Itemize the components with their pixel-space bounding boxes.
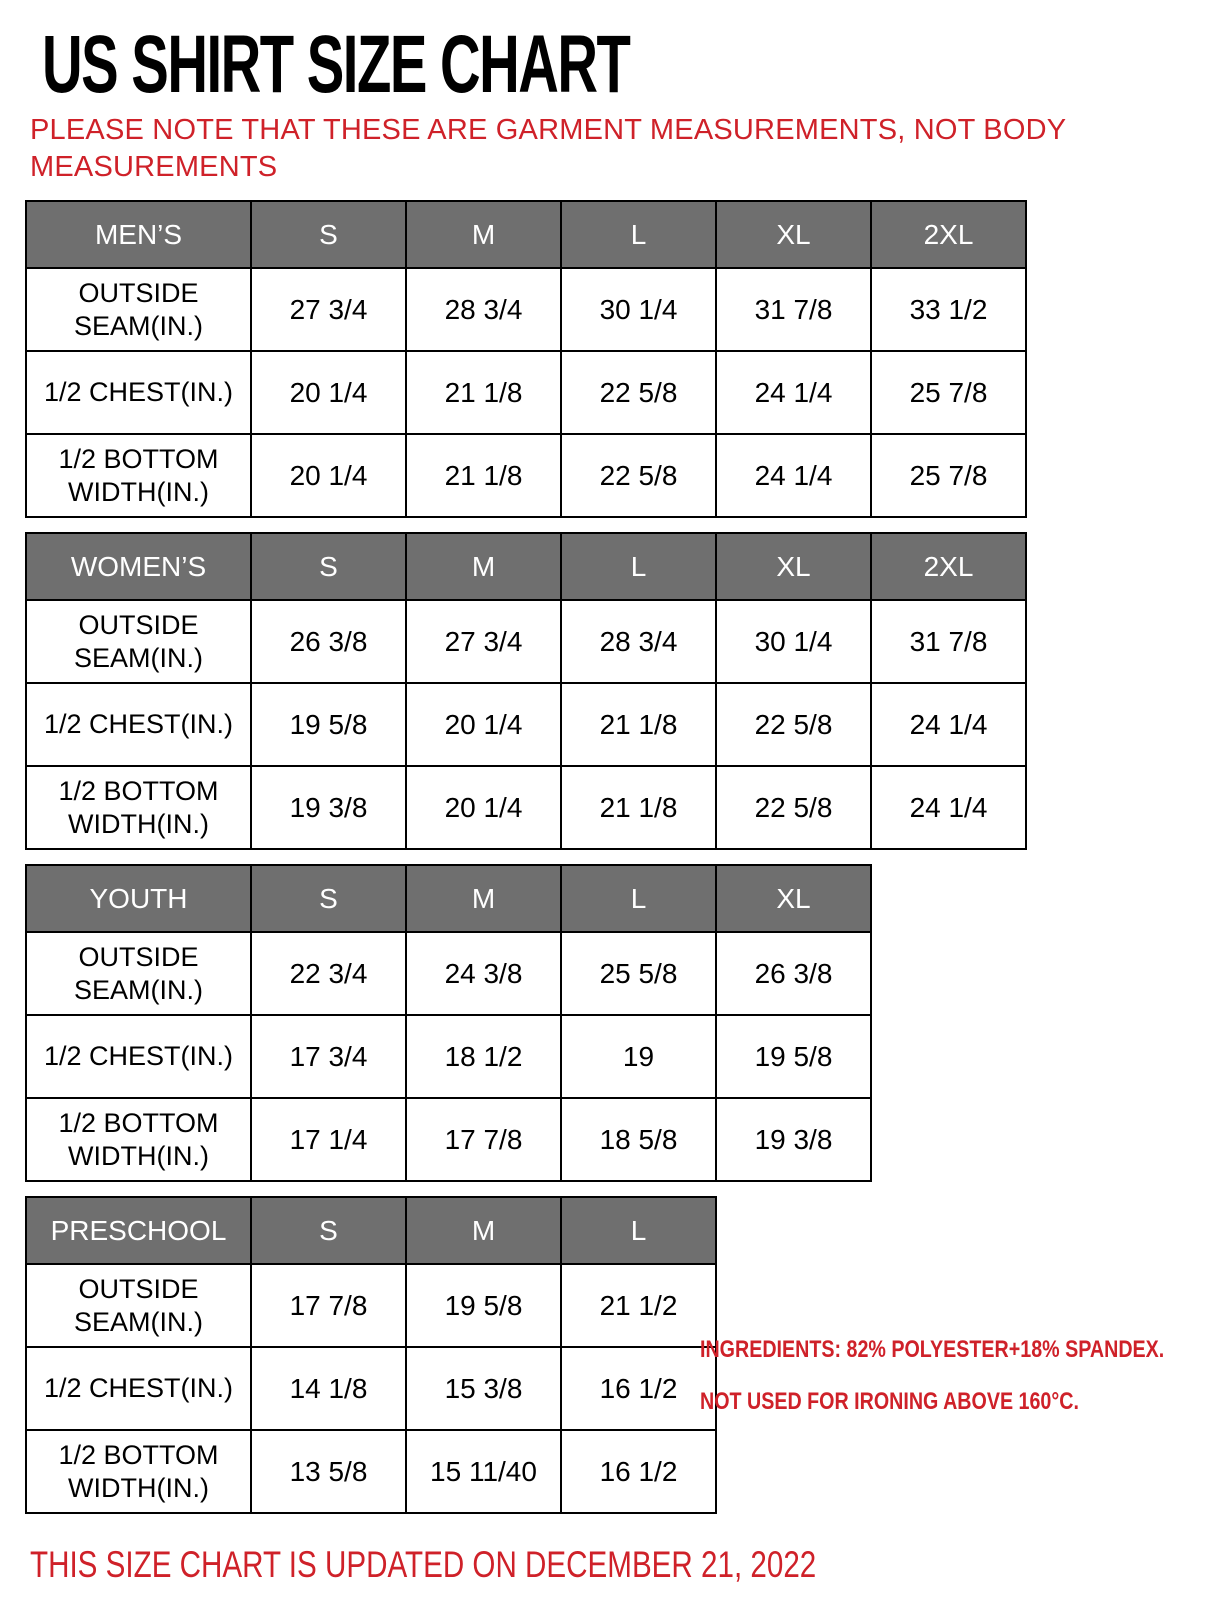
preschool-section: [0, 1196, 1220, 1514]
size-value-cell: 26 3/8: [716, 932, 871, 1015]
size-value-cell: 16 1/2: [561, 1347, 716, 1430]
size-value-cell: 31 7/8: [716, 268, 871, 351]
size-header-cell: S: [251, 1197, 406, 1264]
size-value-cell: 19 5/8: [251, 683, 406, 766]
size-value-cell: 16 1/2: [561, 1430, 716, 1513]
size-header-cell: M: [406, 201, 561, 268]
size-value-cell: 20 1/4: [251, 351, 406, 434]
womens-size-table: [25, 532, 1027, 850]
size-value-cell: 17 7/8: [251, 1264, 406, 1347]
row-label-cell: 1/2 CHEST(IN.): [26, 683, 251, 766]
size-header-cell: L: [561, 865, 716, 932]
size-value-cell: 21 1/8: [406, 434, 561, 517]
mens-category-header: MEN’S: [26, 201, 251, 268]
size-value-cell: 25 7/8: [871, 434, 1026, 517]
size-header-cell: S: [251, 865, 406, 932]
size-value-cell: 21 1/8: [406, 351, 561, 434]
size-value-cell: 17 7/8: [406, 1098, 561, 1181]
table-row: [26, 351, 1026, 434]
row-label-cell: OUTSIDE SEAM(IN.): [26, 600, 251, 683]
size-header-cell: M: [406, 865, 561, 932]
size-value-cell: 28 3/4: [406, 268, 561, 351]
table-row: [26, 1264, 716, 1347]
row-label-cell: 1/2 BOTTOM WIDTH(IN.): [26, 1098, 251, 1181]
size-value-cell: 33 1/2: [871, 268, 1026, 351]
size-value-cell: 13 5/8: [251, 1430, 406, 1513]
table-row: [26, 1098, 871, 1181]
womens-category-header: WOMEN’S: [26, 533, 251, 600]
size-header-cell: M: [406, 533, 561, 600]
size-value-cell: 26 3/8: [251, 600, 406, 683]
size-value-cell: 30 1/4: [561, 268, 716, 351]
size-value-cell: 21 1/8: [561, 766, 716, 849]
row-label-cell: 1/2 CHEST(IN.): [26, 351, 251, 434]
size-value-cell: 22 3/4: [251, 932, 406, 1015]
size-header-cell: L: [561, 201, 716, 268]
size-value-cell: 24 1/4: [871, 766, 1026, 849]
size-value-cell: 17 3/4: [251, 1015, 406, 1098]
size-value-cell: 22 5/8: [561, 434, 716, 517]
table-row: [26, 1015, 871, 1098]
size-header-cell: 2XL: [871, 533, 1026, 600]
ingredients-line-1: INGREDIENTS: 82% POLYESTER+18% SPANDEX.: [700, 1336, 1165, 1364]
size-header-cell: S: [251, 201, 406, 268]
size-header-cell: L: [561, 1197, 716, 1264]
size-value-cell: 27 3/4: [251, 268, 406, 351]
table-row: [26, 268, 1026, 351]
table-row: [26, 766, 1026, 849]
page-title: US SHIRT SIZE CHART: [42, 18, 630, 111]
table-header-row: [26, 533, 1026, 600]
size-header-cell: XL: [716, 201, 871, 268]
youth-category-header: YOUTH: [26, 865, 251, 932]
table-row: [26, 1430, 716, 1513]
size-value-cell: 25 5/8: [561, 932, 716, 1015]
size-value-cell: 31 7/8: [871, 600, 1026, 683]
size-value-cell: 20 1/4: [406, 683, 561, 766]
size-header-cell: M: [406, 1197, 561, 1264]
table-row: [26, 932, 871, 1015]
size-value-cell: 19 3/8: [251, 766, 406, 849]
row-label-cell: OUTSIDE SEAM(IN.): [26, 932, 251, 1015]
size-value-cell: 22 5/8: [716, 766, 871, 849]
size-value-cell: 17 1/4: [251, 1098, 406, 1181]
size-value-cell: 15 3/8: [406, 1347, 561, 1430]
size-value-cell: 15 11/40: [406, 1430, 561, 1513]
size-value-cell: 24 1/4: [716, 434, 871, 517]
table-row: [26, 1347, 716, 1430]
size-value-cell: 24 3/8: [406, 932, 561, 1015]
size-value-cell: 21 1/2: [561, 1264, 716, 1347]
size-value-cell: 18 1/2: [406, 1015, 561, 1098]
size-value-cell: 19: [561, 1015, 716, 1098]
ingredients-note: [700, 1324, 1164, 1427]
size-header-cell: XL: [716, 533, 871, 600]
row-label-cell: OUTSIDE SEAM(IN.): [26, 1264, 251, 1347]
size-header-cell: L: [561, 533, 716, 600]
table-row: [26, 683, 1026, 766]
size-value-cell: 20 1/4: [406, 766, 561, 849]
size-value-cell: 22 5/8: [561, 351, 716, 434]
size-value-cell: 25 7/8: [871, 351, 1026, 434]
row-label-cell: 1/2 BOTTOM WIDTH(IN.): [26, 434, 251, 517]
table-header-row: [26, 865, 871, 932]
mens-size-table: [25, 200, 1027, 518]
row-label-cell: OUTSIDE SEAM(IN.): [26, 268, 251, 351]
table-row: [26, 434, 1026, 517]
ingredients-line-2: NOT USED FOR IRONING ABOVE 160°C.: [700, 1388, 1079, 1415]
size-value-cell: 27 3/4: [406, 600, 561, 683]
size-value-cell: 24 1/4: [716, 351, 871, 434]
size-value-cell: 30 1/4: [716, 600, 871, 683]
size-value-cell: 19 5/8: [716, 1015, 871, 1098]
row-label-cell: 1/2 BOTTOM WIDTH(IN.): [26, 766, 251, 849]
size-value-cell: 18 5/8: [561, 1098, 716, 1181]
preschool-category-header: PRESCHOOL: [26, 1197, 251, 1264]
youth-size-table: [25, 864, 872, 1182]
row-label-cell: 1/2 CHEST(IN.): [26, 1015, 251, 1098]
table-header-row: [26, 201, 1026, 268]
size-header-cell: S: [251, 533, 406, 600]
size-value-cell: 19 3/8: [716, 1098, 871, 1181]
row-label-cell: 1/2 CHEST(IN.): [26, 1347, 251, 1430]
size-value-cell: 14 1/8: [251, 1347, 406, 1430]
table-header-row: [26, 1197, 716, 1264]
footer-update-note: THIS SIZE CHART IS UPDATED ON DECEMBER 21, 2022: [30, 1544, 817, 1586]
size-value-cell: 28 3/4: [561, 600, 716, 683]
size-value-cell: 22 5/8: [716, 683, 871, 766]
size-value-cell: 21 1/8: [561, 683, 716, 766]
measurement-note: PLEASE NOTE THAT THESE ARE GARMENT MEASUREMENTS, NOT BODY MEASUREMENTS: [30, 114, 1066, 184]
table-row: [26, 600, 1026, 683]
size-header-cell: 2XL: [871, 201, 1026, 268]
size-header-cell: XL: [716, 865, 871, 932]
size-value-cell: 20 1/4: [251, 434, 406, 517]
preschool-size-table: [25, 1196, 717, 1514]
size-value-cell: 19 5/8: [406, 1264, 561, 1347]
size-value-cell: 24 1/4: [871, 683, 1026, 766]
row-label-cell: 1/2 BOTTOM WIDTH(IN.): [26, 1430, 251, 1513]
